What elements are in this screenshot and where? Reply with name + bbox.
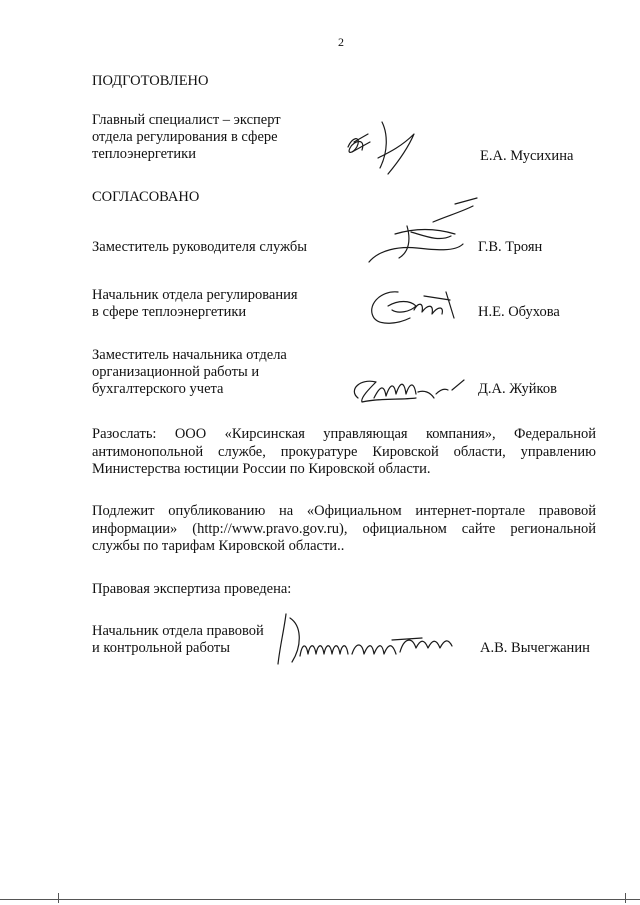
position-line: Начальник отдела правовой [92, 623, 264, 639]
approved-signer-2-position [92, 287, 298, 321]
legal-review-signer-position [92, 623, 264, 657]
position-line: Заместитель начальника отдела [92, 347, 287, 363]
position-line: Заместитель руководителя службы [92, 239, 308, 255]
legal-review-statement: Правовая экспертиза проведена: [92, 581, 292, 597]
distribution-paragraph: Разослать: ООО «Кирсинская управляющая компания», Федеральной антимонопольной службе, прокуратуре Кировской области, управлению Министерства юстиции России по Кировской области. [92, 426, 596, 477]
signature-vychegzhanin [272, 608, 472, 670]
approved-signer-3-position [92, 347, 287, 398]
scan-bottom-edge [0, 899, 640, 900]
signature-musikhina [338, 112, 438, 182]
approved-signer-2-name: Н.Е. Обухова [478, 304, 560, 320]
position-line: и контрольной работы [92, 640, 230, 656]
signature-troyan [355, 192, 485, 277]
publication-paragraph: Подлежит опубликованию на «Официальном интернет-портале правовой информации» (http://www.pravo.gov.ru), официальном сайте региональной службы по тарифам Кировской области.. [92, 503, 596, 554]
approved-signer-1-name: Г.В. Троян [478, 239, 543, 255]
position-line: теплоэнергетики [92, 146, 196, 162]
position-line: отдела регулирования в сфере [92, 129, 278, 145]
prepared-heading: ПОДГОТОВЛЕНО [92, 73, 209, 89]
legal-review-signer-name: А.В. Вычегжанин [480, 640, 590, 656]
approved-signer-1-position [92, 239, 307, 256]
position-line: бухгалтерского учета [92, 381, 224, 397]
position-line: Начальник отдела регулирования [92, 287, 298, 303]
approved-signer-3-name: Д.А. Жуйков [478, 381, 557, 397]
prepared-signer-position [92, 112, 281, 163]
page-number: 2 [338, 35, 344, 49]
approved-heading: СОГЛАСОВАНО [92, 189, 200, 205]
scan-edge-tick [625, 893, 626, 903]
position-line: Главный специалист – эксперт [92, 112, 281, 128]
position-line: организационной работы и [92, 364, 260, 380]
position-line: в сфере теплоэнергетики [92, 304, 247, 320]
scan-edge-tick [58, 893, 59, 903]
signature-zhuykov [340, 368, 470, 413]
prepared-signer-name: Е.А. Мусихина [480, 148, 574, 164]
signature-obukhova [358, 282, 468, 332]
